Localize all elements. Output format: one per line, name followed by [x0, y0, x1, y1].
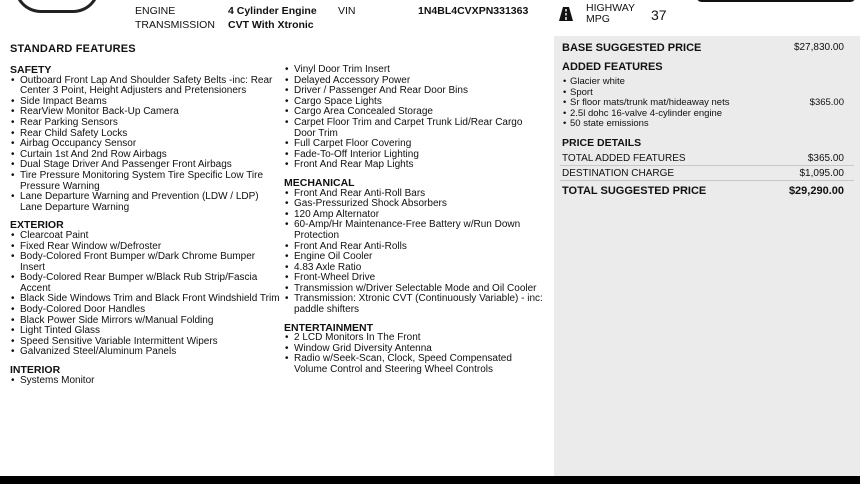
base-price-row — [562, 42, 852, 54]
list-item: • Radio w/Seek-Scan, Clock, Speed Compensated Volume Control and Steering Wheel Controls — [284, 354, 546, 375]
list-item: • Driver / Passenger And Rear Door Bins — [284, 86, 546, 97]
list-item: • Rear Child Safety Locks — [10, 129, 280, 140]
highway-label: HIGHWAY — [586, 2, 635, 14]
added-item-label: Sport — [570, 86, 593, 98]
exterior-list — [10, 231, 280, 358]
highway-icon — [558, 6, 574, 22]
list-item: • Front And Rear Anti-Rolls — [284, 242, 546, 253]
list-item: • Side Impact Beams — [10, 97, 280, 108]
list-item: • Engine Oil Cooler — [284, 252, 546, 263]
total-added-value: $365.00 — [807, 153, 844, 164]
list-item: • 60-Amp/Hr Maintenance-Free Battery w/Run Down Protection — [284, 220, 546, 241]
interior-continued-list — [284, 65, 546, 171]
list-item: • Black Side Windows Trim and Black Front Windshield Trim — [10, 294, 280, 305]
list-item: • Dual Stage Driver And Passenger Front Airbags — [10, 160, 280, 171]
list-item: • Fixed Rear Window w/Defroster — [10, 242, 280, 253]
list-item: • Light Tinted Glass — [10, 326, 280, 337]
list-item: • Gas-Pressurized Shock Absorbers — [284, 199, 546, 210]
section-heading-exterior: EXTERIOR — [10, 219, 64, 232]
destination-row — [562, 168, 852, 179]
list-item: • Clearcoat Paint — [10, 231, 280, 242]
features-column-1 — [10, 65, 280, 386]
list-item: • Black Power Side Mirrors w/Manual Folding — [10, 316, 280, 327]
list-item: • Transmission w/Driver Selectable Mode and Oil Cooler — [284, 284, 546, 295]
list-item: • Delayed Accessory Power — [284, 76, 546, 87]
list-item: • Window Grid Diversity Antenna — [284, 344, 546, 355]
list-item — [562, 77, 852, 88]
spec-value: 4 Cylinder Engine — [228, 5, 317, 17]
brand-logo — [14, 0, 100, 13]
list-item: • Curtain 1st And 2nd Row Airbags — [10, 150, 280, 161]
list-item: • Carpet Floor Trim and Carpet Trunk Lid/Rear Cargo Door Trim — [284, 118, 546, 139]
added-item-label: 2.5l dohc 16-valve 4-cylinder engine — [570, 107, 723, 119]
list-item: • Vinyl Door Trim Insert — [284, 65, 546, 76]
list-item: • Rear Parking Sensors — [10, 118, 280, 129]
highway-mpg-label — [586, 3, 635, 25]
added-features-list — [562, 77, 852, 130]
added-item-label: Glacier white — [570, 76, 625, 87]
vin-label: VIN — [338, 5, 356, 17]
list-item: • Front-Wheel Drive — [284, 273, 546, 284]
price-panel — [554, 36, 860, 476]
section-heading-mechanical: MECHANICAL — [284, 176, 355, 189]
total-added-label: TOTAL ADDED FEATURES — [562, 153, 686, 164]
list-item: • Front And Rear Anti-Roll Bars — [284, 189, 546, 200]
divider — [560, 180, 854, 181]
section-heading-entertainment: ENTERTAINMENT — [284, 321, 374, 334]
list-item: • Galvanized Steel/Aluminum Panels — [10, 347, 280, 358]
spec-label: TRANSMISSION — [135, 19, 215, 31]
added-features-title: ADDED FEATURES — [562, 61, 663, 73]
section-heading-safety: SAFETY — [10, 64, 52, 76]
list-item: • Body-Colored Door Handles — [10, 305, 280, 316]
list-item: • 2 LCD Monitors In The Front — [284, 333, 546, 344]
list-item: • Airbag Occupancy Sensor — [10, 139, 280, 150]
safety-list — [10, 76, 280, 214]
list-item: • Transmission: Xtronic CVT (Continuously Variable) - inc: paddle shifters — [284, 294, 546, 315]
entertainment-list — [284, 333, 546, 375]
spec-label: ENGINE — [135, 5, 176, 17]
list-item — [562, 119, 852, 130]
added-item-label: 50 state emissions — [570, 118, 649, 130]
standard-features-title: STANDARD FEATURES — [10, 43, 136, 55]
section-heading-interior: INTERIOR — [10, 364, 61, 377]
added-item-label: Sr floor mats/trunk mat/hideaway nets — [570, 97, 730, 109]
total-price-value: $29,290.00 — [788, 185, 844, 197]
list-item: • 4.83 Axle Ratio — [284, 263, 546, 274]
footer-bar — [0, 476, 860, 484]
highway-mpg-value: 37 — [651, 7, 667, 23]
base-price-label: BASE SUGGESTED PRICE — [562, 42, 702, 54]
price-details-title: PRICE DETAILS — [562, 137, 642, 149]
list-item: • RearView Monitor Back-Up Camera — [10, 107, 280, 118]
destination-value: $1,095.00 — [799, 168, 844, 179]
interior-list — [10, 376, 280, 387]
divider — [560, 165, 854, 166]
list-item: • Systems Monitor — [10, 376, 280, 387]
mpg-label: MPG — [586, 13, 610, 25]
header-specs — [0, 0, 860, 36]
list-item: • Cargo Space Lights — [284, 97, 546, 108]
base-price-value: $27,830.00 — [793, 42, 844, 53]
spec-value: CVT With Xtronic — [228, 19, 314, 31]
list-item: • Body-Colored Front Bumper w/Dark Chrome Bumper Insert — [10, 252, 280, 273]
list-item: • Front And Rear Map Lights — [284, 160, 546, 171]
list-item: • Body-Colored Rear Bumper w/Black Rub Strip/Fascia Accent — [10, 273, 280, 294]
list-item: • Cargo Area Concealed Storage — [284, 107, 546, 118]
list-item: • Outboard Front Lap And Shoulder Safety Belts -inc: Rear Center 3 Point, Height Adjusters and Pretensioners — [10, 76, 280, 97]
list-item: • Lane Departure Warning and Prevention (LDW / LDP) Lane Departure Warning — [10, 192, 280, 213]
total-price-label: TOTAL SUGGESTED PRICE — [562, 185, 707, 197]
list-item: • Fade-To-Off Interior Lighting — [284, 150, 546, 161]
destination-label: DESTINATION CHARGE — [562, 168, 675, 179]
vin-value: 1N4BL4CVXPN331363 — [418, 5, 529, 17]
features-column-2 — [284, 65, 546, 376]
total-price-row — [562, 185, 852, 197]
header-tab — [696, 0, 856, 2]
list-item: • Speed Sensitive Variable Intermittent Wipers — [10, 337, 280, 348]
list-item: • Tire Pressure Monitoring System Tire Specific Low Tire Pressure Warning — [10, 171, 280, 192]
added-item-value: $365.00 — [809, 97, 844, 109]
total-added-row — [562, 153, 852, 164]
list-item: • 120 Amp Alternator — [284, 210, 546, 221]
list-item: • Full Carpet Floor Covering — [284, 139, 546, 150]
mechanical-list — [284, 189, 546, 316]
